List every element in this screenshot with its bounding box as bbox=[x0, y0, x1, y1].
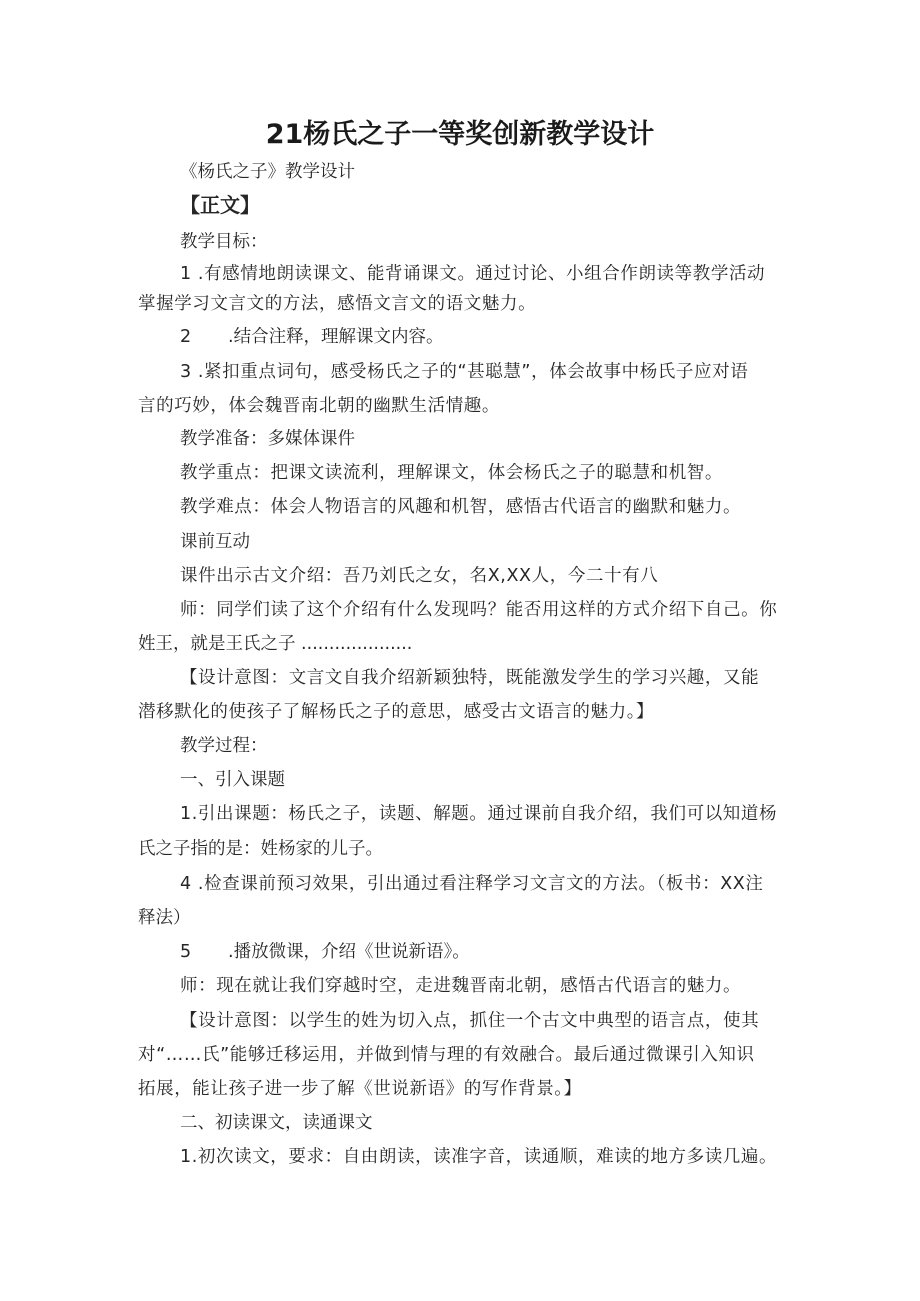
design-intent-1a: 【设计意图：文言文自我介绍新颖独特，既能激发学生的学习兴趣，又能 bbox=[180, 668, 760, 688]
step-5-text: .播放微课，介绍《世说新语》。 bbox=[228, 942, 470, 962]
teacher-line-2: 师：现在就让我们穿越时空，走进魏晋南北朝，感悟古代语言的魅力。 bbox=[180, 976, 742, 996]
objective-3-line-2: 言的巧妙，体会魏晋南北朝的幽默生活情趣。 bbox=[138, 396, 500, 416]
read-step-1: 1.初次读文，要求：自由朗读，读准字音，读通顺，难读的地方多读几遍。 bbox=[180, 1147, 778, 1167]
part-2-heading: 二、初读课文，读通课文 bbox=[180, 1113, 373, 1133]
teaching-key-point: 教学重点：把课文读流利，理解课文，体会杨氏之子的聪慧和机智。 bbox=[180, 463, 723, 483]
courseware-line: 课件出示古文介绍：吾乃刘氏之女，名X,XX人，今二十有八 bbox=[180, 566, 659, 586]
step-4-line-1: 4 .检查课前预习效果，引出通过看注释学习文言文的方法。（板书：XX注 bbox=[180, 874, 764, 894]
design-intent-2b: 对“……氏”能够迁移运用，并做到情与理的有效融合。最后通过微课引入知识 bbox=[138, 1045, 755, 1065]
step-4-line-2: 释法） bbox=[138, 908, 191, 928]
objective-1-line-1: 1 .有感情地朗读课文、能背诵课文。通过讨论、小组合作朗读等教学活动 bbox=[180, 264, 766, 284]
design-intent-2a: 【设计意图：以学生的姓为切入点，抓住一个古文中典型的语言点，使其 bbox=[180, 1011, 760, 1031]
objectives-heading: 教学目标： bbox=[180, 232, 268, 252]
subtitle: 《杨氏之子》教学设计 bbox=[180, 162, 355, 182]
objective-2-number: 2 bbox=[180, 327, 192, 347]
teaching-prep: 教学准备：多媒体课件 bbox=[180, 429, 355, 449]
page-title: 21杨氏之子一等奖创新教学设计 bbox=[265, 119, 655, 150]
part-1-heading: 一、引入课题 bbox=[180, 770, 285, 790]
step-5-number: 5 bbox=[180, 942, 192, 962]
objective-3-line-1: 3 .紧扣重点词句，感受杨氏之子的“甚聪慧”，体会故事中杨氏子应对语 bbox=[180, 362, 749, 382]
step-1-line-1: 1.引出课题：杨氏之子，读题、解题。通过课前自我介绍，我们可以知道杨 bbox=[180, 804, 778, 824]
process-heading: 教学过程： bbox=[180, 736, 268, 756]
design-intent-2c: 拓展，能让孩子进一步了解《世说新语》的写作背景。】 bbox=[138, 1079, 582, 1099]
objective-1-line-2: 掌握学习文言文的方法，感悟文言文的语文魅力。 bbox=[138, 294, 537, 314]
pre-class-heading: 课前互动 bbox=[180, 532, 250, 552]
teacher-line-1a: 师：同学们读了这个介绍有什么发现吗？能否用这样的方式介绍下自己。你 bbox=[180, 600, 778, 620]
section-heading-main: 【正文】 bbox=[180, 193, 260, 217]
step-1-line-2: 氏之子指的是：姓杨家的儿子。 bbox=[138, 839, 383, 859]
objective-2-text: .结合注释，理解课文内容。 bbox=[228, 327, 444, 347]
teaching-difficulty: 教学难点：体会人物语言的风趣和机智，感悟古代语言的幽默和魅力。 bbox=[180, 497, 742, 517]
teacher-line-1b: 姓王，就是王氏之子 .................... bbox=[138, 634, 413, 654]
design-intent-1b: 潜移默化的使孩子了解杨氏之子的意思，感受古文语言的魅力。】 bbox=[138, 702, 655, 722]
